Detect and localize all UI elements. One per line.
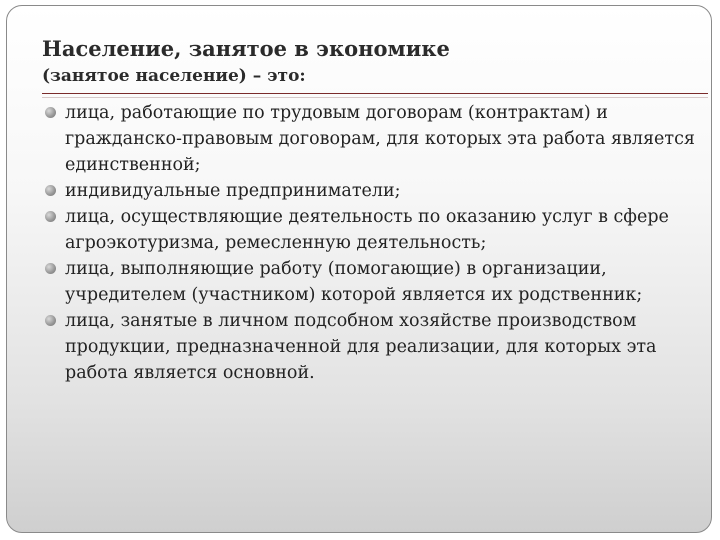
- bullet-item: [44, 100, 704, 178]
- bullet-item: [44, 308, 704, 386]
- bullet-list: [44, 100, 704, 386]
- bullet-item: [44, 204, 704, 256]
- bullet-dot-icon: [45, 185, 56, 196]
- bullet-dot-icon: [45, 263, 56, 274]
- bullet-dot-icon: [45, 315, 56, 326]
- bullet-dot-icon: [45, 107, 56, 118]
- slide: [6, 5, 712, 533]
- slide-title: Население, занятое в экономике: [42, 36, 450, 61]
- bullet-text: лица, осуществляющие деятельность по оказанию услуг в сфере агроэкотуризма, ремесленную деятельность;: [65, 207, 669, 253]
- bullet-text: лица, занятые в личном подсобном хозяйстве производством продукции, предназначенной для реализации, для которых эта работа является основной.: [65, 311, 657, 383]
- slide-subtitle: (занятое население) – это:: [42, 66, 306, 86]
- bullet-item: [44, 256, 704, 308]
- bullet-text: лица, выполняющие работу (помогающие) в организации, учредителем (участником) которой является их родственник;: [65, 259, 643, 305]
- bullet-text: индивидуальные предприниматели;: [65, 181, 401, 201]
- title-divider: [42, 93, 708, 94]
- bullet-text: лица, работающие по трудовым договорам (контрактам) и гражданско-правовым договорам, для которых эта работа является единственной;: [65, 103, 695, 175]
- title-divider-shadow: [42, 97, 708, 98]
- bullet-item: [44, 178, 704, 204]
- bullet-dot-icon: [45, 211, 56, 222]
